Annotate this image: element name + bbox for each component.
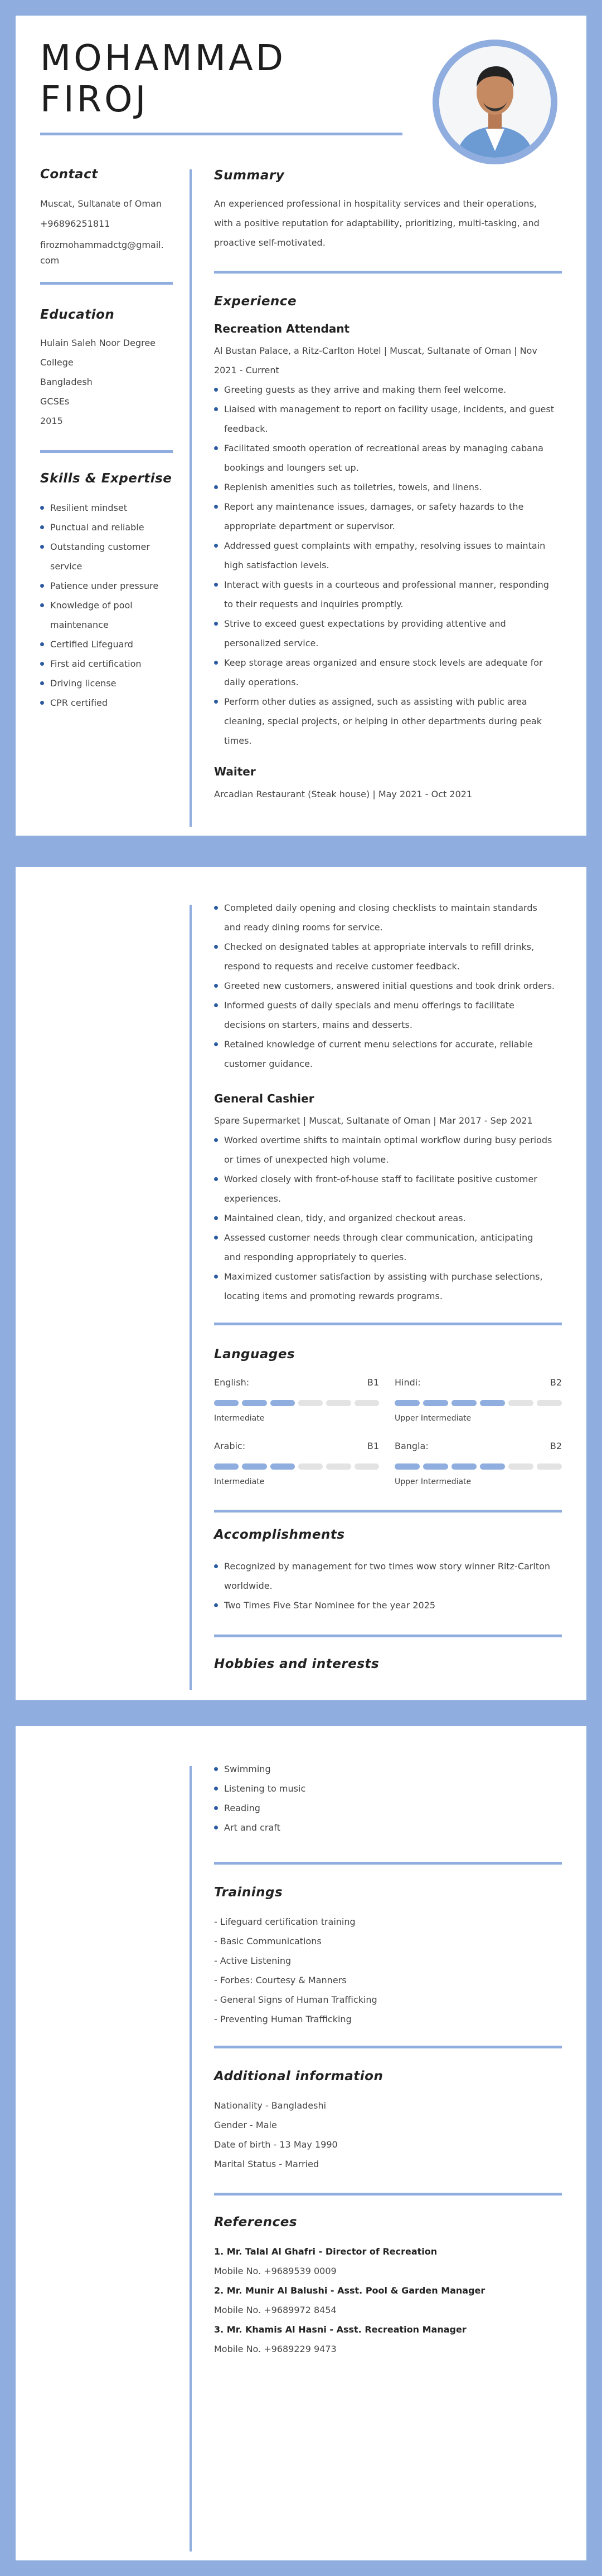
- list-item: Gender - Male: [214, 2120, 277, 2130]
- language-item: [214, 1441, 379, 1486]
- job-title: Waiter: [214, 765, 256, 778]
- list-item: Replenish amenities such as toiletries, towels, and linens.: [214, 477, 565, 497]
- level-segment-filled: [452, 1463, 477, 1470]
- list-item: Recognized by management for two times wow story winner Ritz-Carlton worldwide.: [214, 1557, 565, 1596]
- language-name: English:: [214, 1377, 250, 1388]
- level-segment-filled: [270, 1463, 295, 1470]
- education-line: Bangladesh: [40, 377, 93, 387]
- language-level: B1: [367, 1377, 379, 1388]
- level-segment-filled: [423, 1400, 448, 1406]
- list-item: Strive to exceed guest expectations by providing attentive and personalized service.: [214, 614, 565, 653]
- contact-block: [40, 194, 164, 269]
- job-title: General Cashier: [214, 1092, 314, 1105]
- trainings-heading: Trainings: [214, 1885, 283, 1900]
- education-line: 2015: [40, 416, 63, 426]
- level-segment-empty: [508, 1400, 533, 1406]
- list-item: Facilitated smooth operation of recreational areas by managing cabana bookings and loungers set up.: [214, 438, 565, 477]
- summary-text: An experienced professional in hospitality services and their operations, with a positive reputation for adaptability, prioritizing, multi-tasking, and proactive self-motivated.: [214, 198, 540, 248]
- list-item: Marital Status - Married: [214, 2159, 319, 2169]
- list-item: Swimming: [214, 1759, 548, 1779]
- level-segment-filled: [395, 1463, 420, 1470]
- language-level: B2: [550, 1441, 562, 1451]
- level-segment-empty: [537, 1400, 562, 1406]
- list-item: CPR certified: [40, 693, 179, 713]
- education-line: College: [40, 357, 74, 368]
- languages-divider: [214, 1510, 562, 1513]
- resume-page-2: [16, 867, 586, 1700]
- education-line: GCSEs: [40, 396, 70, 407]
- job-meta: Spare Supermarket | Muscat, Sultanate of Oman | Mar 2017 - Sep 2021: [214, 1115, 533, 1126]
- list-item: Report any maintenance issues, damages, or safety hazards to the appropriate department or supervisor.: [214, 497, 565, 536]
- summary-heading: Summary: [214, 168, 285, 183]
- resume-page-3: [16, 1726, 586, 2560]
- job-bullets: [214, 1130, 565, 1306]
- level-segment-empty: [326, 1400, 351, 1406]
- education-heading: Education: [40, 308, 115, 322]
- level-segment-filled: [242, 1463, 266, 1470]
- language-name: Arabic:: [214, 1441, 246, 1451]
- list-item: Art and craft: [214, 1818, 548, 1837]
- list-item: Perform other duties as assigned, such as assisting with public area cleaning, special projects, or helping in other departments during peak times.: [214, 692, 565, 750]
- list-item: Date of birth - 13 May 1990: [214, 2139, 338, 2150]
- contact-heading: Contact: [40, 167, 98, 182]
- language-level-label: Upper Intermediate: [395, 1477, 472, 1486]
- contact-email[interactable]: firozmohammadctg@gmail. com: [40, 240, 164, 266]
- list-item: - Lifeguard certification training: [214, 1916, 356, 1927]
- language-level-label: Upper Intermediate: [395, 1414, 472, 1423]
- experience-divider: [214, 1323, 562, 1325]
- list-item: Retained knowledge of current menu selections for accurate, reliable customer guidance.: [214, 1035, 565, 1074]
- language-name: Hindi:: [395, 1377, 421, 1388]
- language-item: [214, 1377, 379, 1423]
- level-segment-empty: [537, 1463, 562, 1470]
- level-segment-empty: [326, 1463, 351, 1470]
- additional-heading: Additional information: [214, 2069, 383, 2084]
- level-segment-empty: [298, 1463, 323, 1470]
- trainings-list: [214, 1912, 377, 2029]
- list-item: - Active Listening: [214, 1955, 292, 1966]
- list-item: Reading: [214, 1798, 548, 1818]
- list-item: Two Times Five Star Nominee for the year 2025: [214, 1596, 565, 1615]
- education-line: Hulain Saleh Noor Degree: [40, 338, 156, 348]
- list-item: Worked overtime shifts to maintain optimal workflow during busy periods or times of unexpected high volume.: [214, 1130, 565, 1169]
- contact-phone: +96896251811: [40, 218, 110, 229]
- education-block: [40, 333, 156, 431]
- reference-name: 1. Mr. Talal Al Ghafri - Director of Recreation: [214, 2246, 438, 2257]
- language-name: Bangla:: [395, 1441, 429, 1451]
- job-meta: Al Bustan Palace, a Ritz-Carlton Hotel | Muscat, Sultanate of Oman | Nov 2021 - Current: [214, 345, 537, 375]
- language-item: [395, 1377, 562, 1423]
- resume-page-1: [16, 16, 586, 836]
- list-item: Worked closely with front-of-house staff to facilitate positive customer experiences.: [214, 1169, 565, 1208]
- first-name: MOHAMMAD: [40, 38, 286, 79]
- additional-list: [214, 2096, 338, 2174]
- list-item: Maximized customer satisfaction by assisting with purchase selections, locating items and promoting rewards programs.: [214, 1267, 565, 1306]
- reference-name: 2. Mr. Munir Al Balushi - Asst. Pool & Garden Manager: [214, 2285, 486, 2296]
- list-item: Listening to music: [214, 1779, 548, 1798]
- last-name: FIROJ: [40, 79, 149, 120]
- hobbies-list: [214, 1759, 548, 1837]
- language-level-bar: [395, 1400, 562, 1406]
- list-item: Outstanding customer: [40, 537, 179, 557]
- accomplishments-heading: Accomplishments: [214, 1528, 345, 1542]
- level-segment-filled: [270, 1400, 295, 1406]
- list-item: Liaised with management to report on facility usage, incidents, and guest feedback.: [214, 399, 565, 438]
- language-level: B2: [550, 1377, 562, 1388]
- list-item: Informed guests of daily specials and menu offerings to facilitate decisions on starters, mains and desserts.: [214, 996, 565, 1035]
- list-item: Nationality - Bangladeshi: [214, 2100, 327, 2111]
- list-item: Greeted new customers, answered initial questions and took drink orders.: [214, 976, 565, 996]
- avatar-icon: [433, 40, 557, 164]
- language-level-bar: [395, 1463, 562, 1470]
- level-segment-filled: [480, 1463, 505, 1470]
- additional-divider: [214, 2193, 562, 2196]
- level-segment-filled: [214, 1463, 239, 1470]
- list-item: - Forbes: Courtesy & Manners: [214, 1975, 347, 1985]
- level-segment-filled: [242, 1400, 266, 1406]
- hobbies-divider: [214, 1862, 562, 1865]
- level-segment-filled: [423, 1463, 448, 1470]
- list-item: Punctual and reliable: [40, 518, 179, 537]
- list-item: Patience under pressure: [40, 576, 179, 596]
- list-item: Maintained clean, tidy, and organized checkout areas.: [214, 1208, 565, 1228]
- language-level-label: Intermediate: [214, 1477, 265, 1486]
- list-item: Greeting guests as they arrive and making them feel welcome.: [214, 380, 565, 399]
- level-segment-filled: [452, 1400, 477, 1406]
- column-divider: [190, 1766, 192, 2551]
- list-item: Keep storage areas organized and ensure stock levels are adequate for daily operations.: [214, 653, 565, 692]
- profile-photo: [433, 40, 557, 164]
- accomplishments-divider: [214, 1635, 562, 1637]
- trainings-divider: [214, 2046, 562, 2048]
- list-item: Addressed guest complaints with empathy, resolving issues to maintain high satisfaction levels.: [214, 536, 565, 575]
- list-item: Certified Lifeguard: [40, 635, 179, 654]
- experience-heading: Experience: [214, 294, 297, 309]
- level-segment-filled: [214, 1400, 239, 1406]
- list-item: Knowledge of pool: [40, 596, 179, 615]
- skills-list: [40, 498, 179, 713]
- header-divider: [40, 133, 402, 135]
- languages-heading: Languages: [214, 1347, 295, 1362]
- column-divider: [190, 169, 192, 827]
- contact-address: Muscat, Sultanate of Oman: [40, 198, 162, 209]
- name-heading: [40, 38, 286, 120]
- reference-mobile: Mobile No. +9689972 8454: [214, 2305, 337, 2315]
- list-item: Resilient mindset: [40, 498, 179, 518]
- list-item: Completed daily opening and closing checklists to maintain standards and ready dining rooms for service.: [214, 898, 565, 937]
- reference-mobile: Mobile No. +9689229 9473: [214, 2344, 337, 2354]
- list-item-cont: maintenance: [50, 619, 109, 630]
- list-item: - General Signs of Human Trafficking: [214, 1994, 377, 2005]
- contact-divider: [40, 282, 173, 285]
- level-segment-empty: [355, 1463, 379, 1470]
- list-item-cont: service: [50, 561, 82, 572]
- job-bullets: [214, 898, 565, 1074]
- level-segment-empty: [355, 1400, 379, 1406]
- job-meta: Arcadian Restaurant (Steak house) | May 2021 - Oct 2021: [214, 789, 473, 799]
- list-item: Interact with guests in a courteous and professional manner, responding to their requests and inquiries promptly.: [214, 575, 565, 614]
- list-item: Driving license: [40, 674, 179, 693]
- level-segment-filled: [395, 1400, 420, 1406]
- summary-divider: [214, 271, 562, 274]
- list-item: First aid certification: [40, 654, 179, 674]
- list-item: - Preventing Human Trafficking: [214, 2014, 352, 2024]
- list-item: Assessed customer needs through clear communication, anticipating and responding appropriately to queries.: [214, 1228, 565, 1267]
- reference-mobile: Mobile No. +9689539 0009: [214, 2266, 337, 2276]
- language-item: [395, 1441, 562, 1486]
- hobbies-heading: Hobbies and interests: [214, 1657, 380, 1671]
- language-level: B1: [367, 1441, 379, 1451]
- list-item: - Basic Communications: [214, 1936, 322, 1946]
- language-level-bar: [214, 1463, 379, 1470]
- column-divider: [190, 905, 192, 1690]
- language-level-bar: [214, 1400, 379, 1406]
- job-bullets: [214, 380, 565, 750]
- education-divider: [40, 450, 173, 453]
- references-heading: References: [214, 2215, 298, 2229]
- level-segment-empty: [508, 1463, 533, 1470]
- reference-name: 3. Mr. Khamis Al Hasni - Asst. Recreation Manager: [214, 2324, 467, 2335]
- accomplishments-list: [214, 1557, 565, 1615]
- language-level-label: Intermediate: [214, 1414, 265, 1423]
- level-segment-filled: [480, 1400, 505, 1406]
- job-title: Recreation Attendant: [214, 322, 350, 335]
- level-segment-empty: [298, 1400, 323, 1406]
- skills-heading: Skills & Expertise: [40, 471, 172, 486]
- list-item: Checked on designated tables at appropriate intervals to refill drinks, respond to requests and receive customer feedback.: [214, 937, 565, 976]
- references-list: [214, 2242, 485, 2359]
